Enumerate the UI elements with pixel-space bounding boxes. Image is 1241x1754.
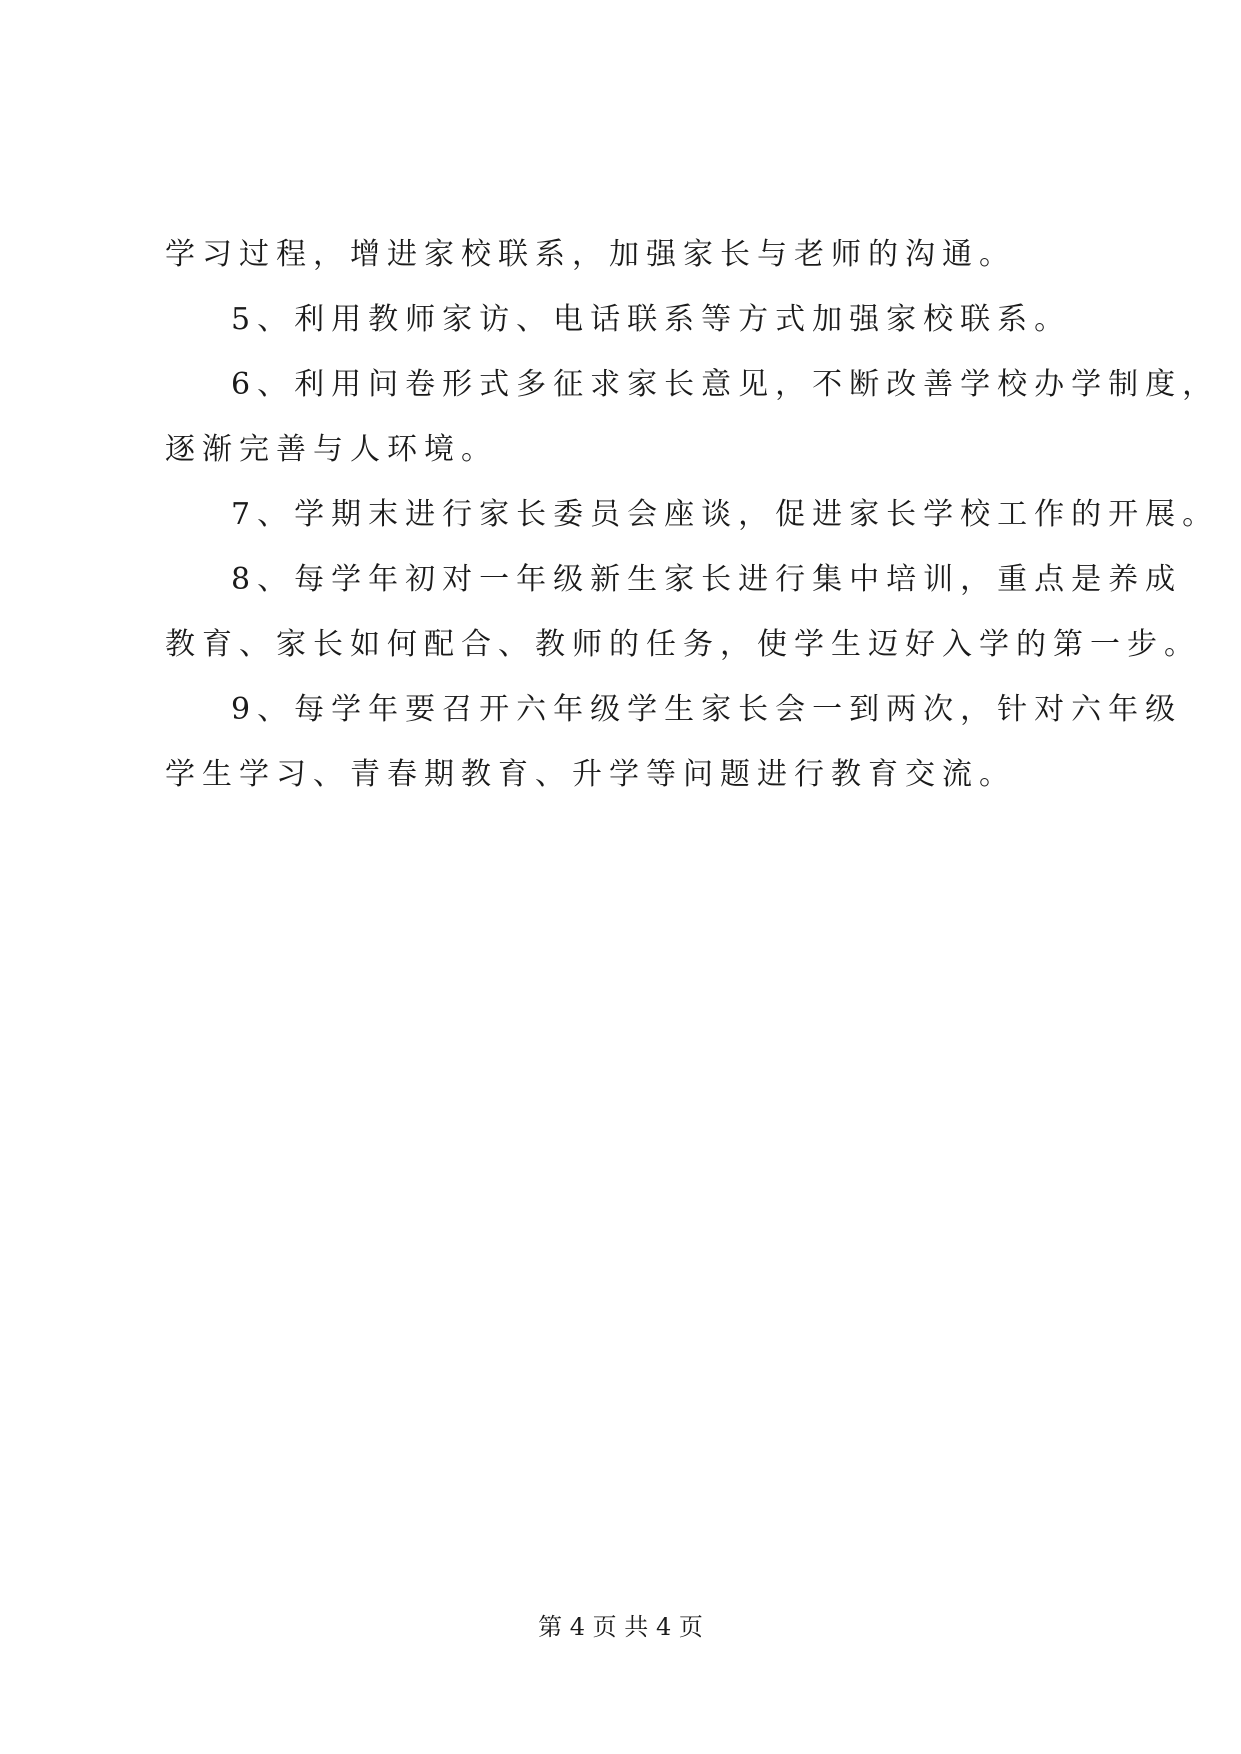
page-number-footer: 第 4 页 共 4 页: [538, 1613, 703, 1641]
item-6-line-1: 6、利用问卷形式多征求家长意见，不断改善学校办学制度，: [231, 367, 1220, 402]
item-8-line-2: 教育、家长如何配合、教师的任务，使学生迈好入学的第一步。: [165, 627, 1201, 662]
item-6-line-2: 逐渐完善与人环境。: [165, 432, 498, 467]
item-9-line-2: 学生学习、青春期教育、升学等问题进行教育交流。: [165, 757, 1016, 792]
item-8-line-1: 8、每学年初对一年级新生家长进行集中培训，重点是养成: [231, 562, 1183, 597]
body-line-1: 学习过程，增进家校联系，加强家长与老师的沟通。: [165, 237, 1016, 272]
item-9-line-1: 9、每学年要召开六年级学生家长会一到两次，针对六年级: [231, 692, 1183, 727]
item-5-line-1: 5、利用教师家访、电话联系等方式加强家校联系。: [231, 302, 1072, 337]
item-7-line-1: 7、学期末进行家长委员会座谈，促进家长学校工作的开展。: [231, 497, 1220, 532]
